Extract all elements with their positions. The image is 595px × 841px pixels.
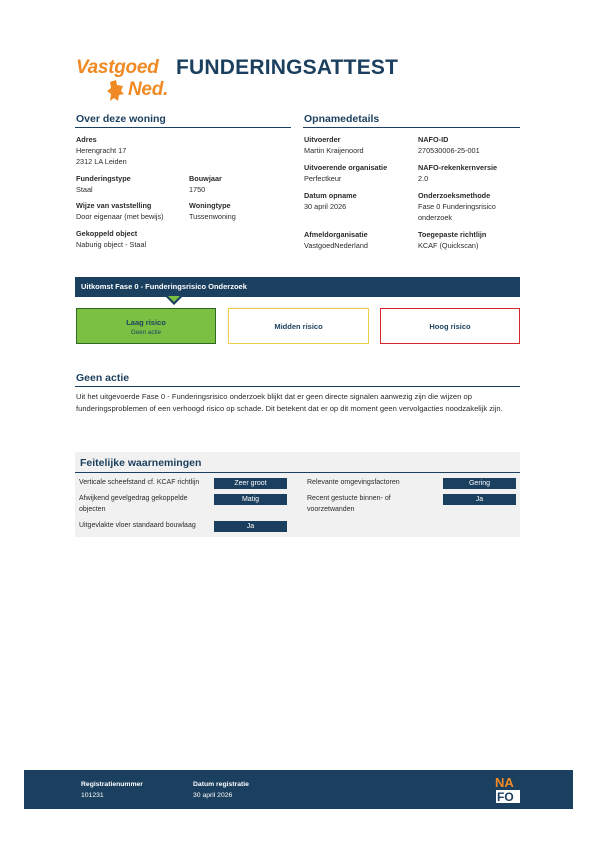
richtlijn-value: KCAF (Quickscan) xyxy=(418,241,479,250)
uitvoerder-label: Uitvoerder xyxy=(304,135,341,144)
risk-mid-label: Midden risico xyxy=(274,322,323,331)
woningtype-label: Woningtype xyxy=(189,201,231,210)
woningtype-value: Tussenwoning xyxy=(189,212,236,221)
nafo-logo-top: NA xyxy=(495,775,514,790)
risk-box-mid xyxy=(228,308,369,344)
logo-text-ned: Ned. xyxy=(128,79,168,100)
section-heading-opname: Opnamedetails xyxy=(304,113,380,125)
section-divider xyxy=(75,386,520,387)
vaststelling-value: Door eigenaar (met bewijs) xyxy=(76,212,164,221)
fact-label-line1: Afwijkend gevelgedrag gekoppelde xyxy=(79,495,188,502)
funderingstype-value: Staal xyxy=(76,185,93,194)
outcome-header-bar xyxy=(75,277,520,297)
actie-text: Uit het uitgevoerde Fase 0 - Funderingsrisico onderzoek blijkt dat er geen directe signalen aanwezig zijn die wijzen op funderingsproblemen of een verhoogd risico op schade. Dit betekent dat er op dit moment geen vervolgacties noodzakelijk zijn. xyxy=(76,392,503,413)
rekenversie-label: NAFO-rekenkernversie xyxy=(418,163,498,172)
methode-value-line2: onderzoek xyxy=(418,213,453,222)
section-heading-actie: Geen actie xyxy=(76,372,130,384)
fact-value-badge: Zeer groot xyxy=(214,478,287,489)
bouwjaar-label: Bouwjaar xyxy=(189,174,222,183)
facts-divider xyxy=(75,472,520,473)
footer-date-label: Datum registratie xyxy=(193,781,249,788)
afmeld-label: Afmeldorganisatie xyxy=(304,230,368,239)
richtlijn-label: Toegepaste richtlijn xyxy=(418,230,487,239)
risk-box-high xyxy=(380,308,520,344)
footer-reg-value: 101231 xyxy=(81,792,104,799)
rekenversie-value: 2.0 xyxy=(418,174,429,183)
nafo-logo xyxy=(494,774,524,804)
risk-low-label: Laag risico xyxy=(126,318,166,327)
fact-label-line2: voorzetwanden xyxy=(307,506,355,513)
datum-opname-label: Datum opname xyxy=(304,191,357,200)
methode-value-line1: Fase 0 Funderingsrisico xyxy=(418,202,496,211)
risk-box-low xyxy=(76,308,216,344)
vastgoed-ned-logo xyxy=(76,57,168,105)
methode-label: Onderzoeksmethode xyxy=(418,191,491,200)
footer-reg-label: Registratienummer xyxy=(81,781,143,788)
fact-value-badge: Gering xyxy=(443,478,516,489)
afmeld-value: VastgoedNederland xyxy=(304,241,368,250)
footer-bar xyxy=(24,770,573,809)
risk-low-sub: Geen actie xyxy=(131,329,161,336)
fact-label-line2: objecten xyxy=(79,506,106,513)
section-divider xyxy=(303,127,520,128)
facts-heading: Feitelijke waarnemingen xyxy=(80,457,202,469)
fact-label: Relevante omgevingsfactoren xyxy=(307,479,400,486)
fact-label: Verticale scheefstand cf. KCAF richtlijn xyxy=(79,479,200,486)
vaststelling-label: Wijze van vaststelling xyxy=(76,201,152,210)
section-divider xyxy=(75,127,291,128)
gekoppeld-value: Naburig object - Staal xyxy=(76,240,147,249)
logo-text-vastgoed: Vastgoed xyxy=(76,57,159,78)
nafo-id-value: 270530006-25-001 xyxy=(418,146,480,155)
organisatie-label: Uitvoerende organisatie xyxy=(304,163,388,172)
risk-high-label: Hoog risico xyxy=(429,322,471,331)
adres-line2: 2312 LA Leiden xyxy=(76,157,127,166)
fact-value-badge: Ja xyxy=(443,494,516,505)
house-figure-icon xyxy=(107,80,125,102)
fact-label-line1: Recent gestucte binnen- of xyxy=(307,495,391,502)
fact-value-badge: Ja xyxy=(214,521,287,532)
funderingstype-label: Funderingstype xyxy=(76,174,131,183)
footer-date-value: 30 april 2026 xyxy=(193,792,233,799)
outcome-header-label: Uitkomst Fase 0 - Funderingsrisico Onderzoek xyxy=(81,282,247,291)
nafo-logo-bottom: FO xyxy=(497,790,514,804)
section-heading-woning: Over deze woning xyxy=(76,113,166,125)
adres-line1: Herengracht 17 xyxy=(76,146,127,155)
organisatie-value: Perfectkeur xyxy=(304,174,342,183)
gekoppeld-label: Gekoppeld object xyxy=(76,229,138,238)
fact-label: Uitgevlakte vloer standaard bouwlaag xyxy=(79,522,196,529)
outcome-pointer-fill xyxy=(168,296,180,302)
datum-opname-value: 30 april 2026 xyxy=(304,202,347,211)
uitvoerder-value: Martin Kraijenoord xyxy=(304,146,364,155)
document-title: FUNDERINGSATTEST xyxy=(176,56,399,79)
fact-value-badge: Matig xyxy=(214,494,287,505)
adres-label: Adres xyxy=(76,135,97,144)
nafo-id-label: NAFO-ID xyxy=(418,135,449,144)
bouwjaar-value: 1750 xyxy=(189,185,206,194)
